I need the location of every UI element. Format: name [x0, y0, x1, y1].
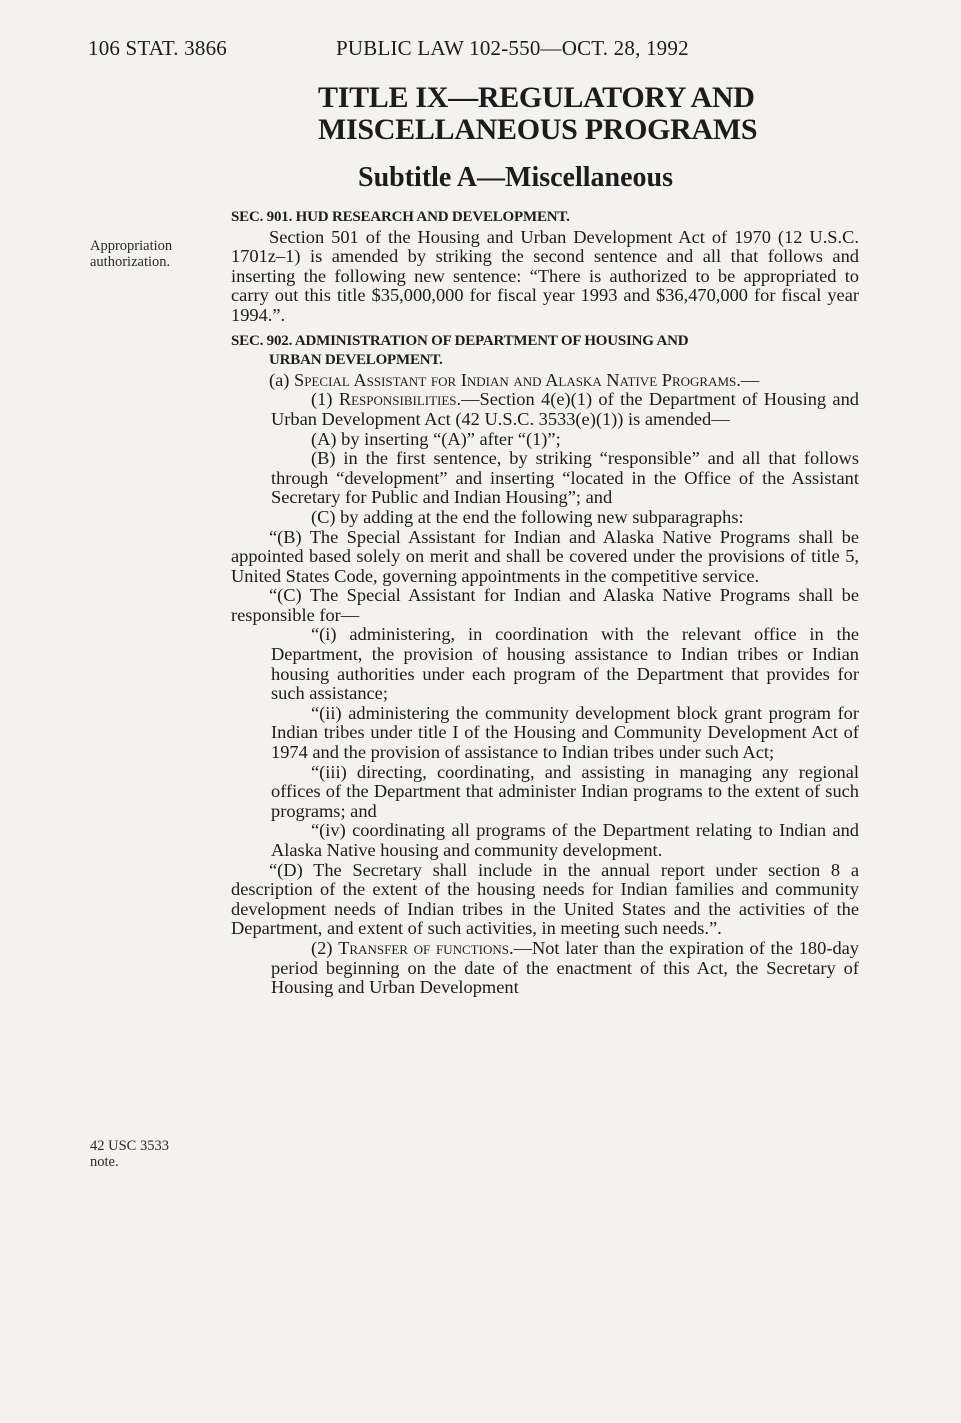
subparagraph-A: (A) by inserting “(A)” after “(1)”; [311, 428, 561, 449]
sec-902-heading [231, 332, 859, 371]
margin-note-line: 42 USC 3533 [90, 1138, 169, 1154]
subsection-a [231, 371, 859, 391]
sec-902-heading-line-1: SEC. 902. ADMINISTRATION OF DEPARTMENT OF HOUSING AND [231, 332, 689, 349]
quoted-subparagraph-C: “(C) The Special Assistant for Indian and Alaska Native Programs shall be responsible for— [231, 585, 859, 625]
subsection-a-label: (a) [269, 369, 290, 390]
paragraph-2-label: (2) [311, 937, 333, 958]
clauses [231, 625, 859, 860]
clause-iii: “(iii) directing, coordinating, and assisting in managing any regional offices of the Department that administer Indian programs to the extent of such programs; and [271, 761, 859, 821]
sec-902-heading-line-2: URBAN DEVELOPMENT. [269, 352, 443, 369]
title-line-1: TITLE IX—REGULATORY AND [318, 81, 755, 114]
title-line-2: MISCELLANEOUS PROGRAMS [318, 113, 758, 146]
subtitle-heading: Subtitle A—Miscellaneous [358, 162, 674, 193]
sec-901-heading: SEC. 901. HUD RESEARCH AND DEVELOPMENT. [231, 209, 570, 225]
margin-note-appropriation [90, 238, 172, 270]
sec-901-text: Section 501 of the Housing and Urban Development Act of 1970 (12 U.S.C. 1701z–1) is amended by striking the second sentence and all that follows and inserting the following new sentence: “There is authorized to be appropriated to carry out this title $35,000,000 for fiscal year 1993 and $36,470,000 for fiscal year 1994.”. [231, 226, 859, 325]
body-text [231, 208, 859, 998]
subparagraph-C: (C) by adding at the end the following new subparagraphs: [311, 506, 744, 527]
margin-note-line: note. [90, 1154, 119, 1170]
statute-page-number: 106 STAT. 3866 [88, 36, 227, 60]
paragraph-1-label: (1) [311, 389, 333, 410]
paragraph-2-body: —Not later than the expiration of the 180-day period beginning on the date of the enactment of this Act, the Secretary of Housing and Urban Development [271, 937, 859, 998]
margin-note-line: Appropriation [90, 238, 173, 254]
public-law-citation: PUBLIC LAW 102-550—OCT. 28, 1992 [336, 36, 689, 60]
paragraph-1-text [271, 390, 859, 429]
paragraph-2 [231, 939, 859, 998]
paragraph-1 [231, 390, 859, 429]
margin-note-usc [90, 1138, 169, 1170]
clause-i: “(i) administering, in coordination with the relevant office in the Department, the provision of housing assistance to Indian tribes or Indian housing authorities under each program of the Department that provides for such assistance; [271, 624, 859, 704]
margin-note-line: authorization. [90, 254, 171, 270]
clause-ii: “(ii) administering the community development block grant program for Indian tribes under title I of the Housing and Community Development Act of 1974 and the provision of assistance to Indian tribes under such Act; [271, 702, 859, 763]
subparagraphs [231, 430, 859, 528]
subparagraph-B: (B) in the first sentence, by striking “responsible” and all that follows through “development” and inserting “located in the Office of the Assistant Secretary for Public and Indian Housing”; and [271, 448, 859, 508]
paragraph-2-text [271, 939, 859, 998]
subsection-a-title: Special Assistant for Indian and Alaska Native Programs.— [294, 369, 760, 390]
paragraph-1-title: Responsibilities. [338, 389, 462, 410]
quoted-subparagraph-B: “(B) The Special Assistant for Indian and Alaska Native Programs shall be appointed based solely on merit and shall be covered under the provisions of title 5, United States Code, governing appointments in the competitive service. [231, 526, 859, 586]
paragraph-1-body: —Section 4(e)(1) of the Department of Housing and Urban Development Act (42 U.S.C. 3533(e)(1)) is amended— [271, 389, 859, 429]
paragraph-2-title: Transfer of functions. [338, 937, 514, 958]
quoted-subparagraph-D: “(D) The Secretary shall include in the annual report under section 8 a description of the extent of the housing needs for Indian families and community development needs of Indian tribes in the United States and the activities of the Department, and extent of such activities, in meeting such needs.”. [231, 859, 859, 939]
title-heading [318, 82, 878, 146]
clause-iv: “(iv) coordinating all programs of the Department relating to Indian and Alaska Native housing and community development. [271, 820, 859, 860]
